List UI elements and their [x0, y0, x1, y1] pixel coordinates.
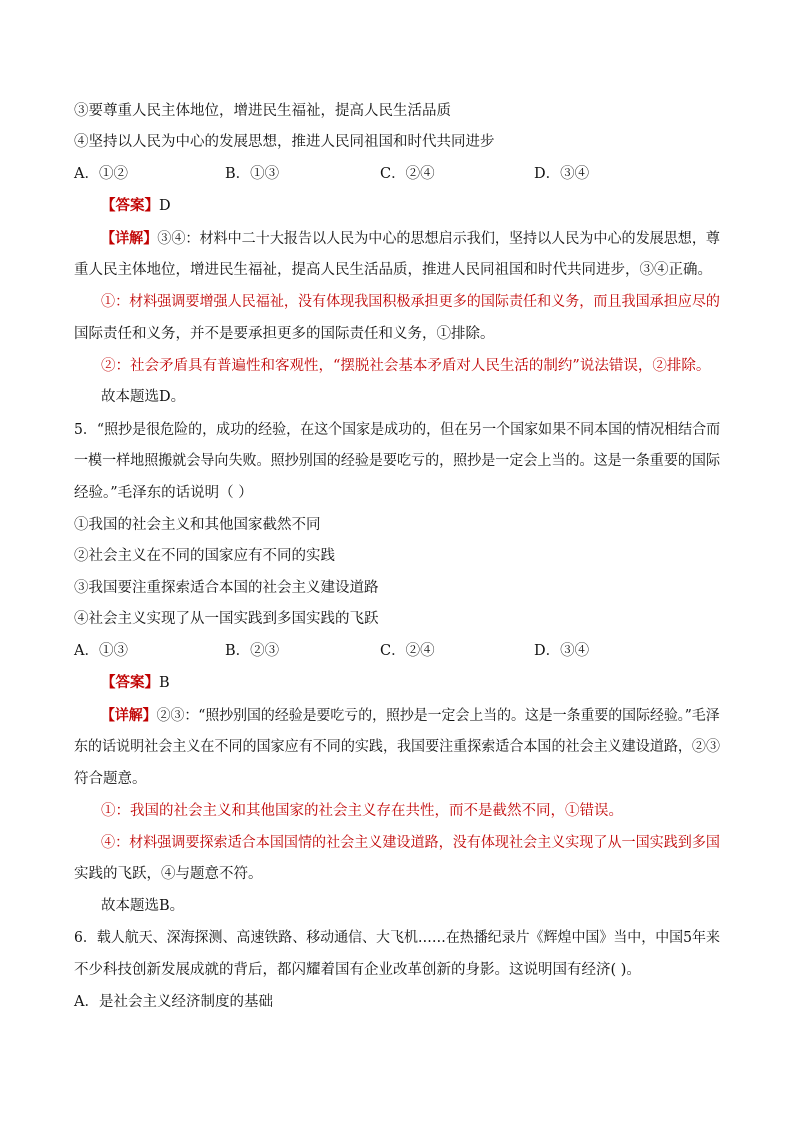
q5-detail-line-1: [101, 706, 720, 726]
detail-tag: 【详解】: [101, 230, 158, 247]
q4-conclusion: 故本题选D。: [101, 389, 186, 405]
q4-detail-line-2: 重人民主体地位，增进民生福祉，提高人民生活品质，推进人民同祖国和时代共同进步，③④正确。: [74, 262, 712, 278]
q6-stem-line-2: 不少科技创新发展成就的背后，都闪耀着国有企业改革创新的身影。这说明国有经济( )。: [74, 962, 641, 978]
q5-stem-line-2: 一模一样地照搬就会导向失败。照抄别国的经验是要吃亏的，照抄是一定会上当的。这是一条重要的国际: [74, 453, 720, 469]
q5-stem-line-1: 5．“照抄是很危险的，成功的经验，在这个国家是成功的，但在另一个国家如果不同本国的情况相结合而: [74, 422, 721, 438]
answer-tag: 【答案】: [101, 197, 159, 214]
q5-detail-line-3: 符合题意。: [74, 771, 147, 787]
q5-statement-4: ④社会主义实现了从一国实践到多国实践的飞跃: [74, 611, 379, 627]
detail-tag: 【详解】: [101, 707, 157, 724]
q4-answer: [101, 196, 171, 216]
q5-option-a: A．①③: [74, 643, 128, 659]
q5-option-d: D．③④: [534, 643, 590, 659]
q4-red-note-1-line-1: ①：材料强调要增强人民福祉，没有体现我国积极承担更多的国际责任和义务，而且我国承担应尽的: [101, 294, 720, 310]
q5-conclusion: 故本题选B。: [101, 898, 185, 914]
q4-option-d: D．③④: [534, 166, 590, 182]
q5-statement-2: ②社会主义在不同的国家应有不同的实践: [74, 548, 335, 564]
q5-option-c: C．②④: [380, 643, 435, 659]
q6-stem-line-1: 6．载人航天、深海探测、高速铁路、移动通信、大飞机……在热播纪录片《辉煌中国》当中，中国5年来: [74, 930, 720, 946]
q4-option-a: A．①②: [74, 166, 128, 182]
q4-statement-3: ③要尊重人民主体地位，增进民生福祉，提高人民生活品质: [74, 103, 451, 119]
q4-option-b: B．①③: [225, 166, 280, 182]
q5-option-b: B．②③: [225, 643, 280, 659]
q4-option-c: C．②④: [380, 166, 435, 182]
q5-answer: [101, 673, 170, 693]
q4-detail-line-1: [101, 229, 720, 249]
detail-text: ②③：“照抄别国的经验是要吃亏的，照抄是一定会上当的。这是一条重要的国际经验。”毛泽: [156, 708, 720, 724]
q4-red-note-2: ②：社会矛盾具有普遍性和客观性，“摆脱社会基本矛盾对人民生活的制约”说法错误，②排除。: [101, 358, 711, 374]
q5-red-note-1: ①：我国的社会主义和其他国家的社会主义存在共性，而不是截然不同，①错误。: [101, 803, 623, 819]
detail-text: ③④：材料中二十大报告以人民为中心的思想启示我们，坚持以人民为中心的发展思想，尊: [157, 231, 720, 247]
q5-red-note-2-line-2: 实践的飞跃，④与题意不符。: [74, 866, 263, 882]
answer-value: B: [159, 675, 170, 691]
q4-red-note-1-line-2: 国际责任和义务，并不是要承担更多的国际责任和义务，①排除。: [74, 326, 495, 342]
q5-statement-1: ①我国的社会主义和其他国家截然不同: [74, 517, 321, 533]
q4-statement-4: ④坚持以人民为中心的发展思想，推进人民同祖国和时代共同进步: [74, 134, 495, 150]
answer-tag: 【答案】: [101, 674, 159, 691]
q5-red-note-2-line-1: ④：材料强调要探索适合本国国情的社会主义建设道路，没有体现社会主义实现了从一国实践到多国: [101, 835, 720, 851]
q5-statement-3: ③我国要注重探索适合本国的社会主义建设道路: [74, 580, 379, 596]
q5-detail-line-2: 东的话说明社会主义在不同的国家应有不同的实践，我国要注重探索适合本国的社会主义建设道路，②③: [74, 739, 720, 755]
answer-value: D: [159, 198, 171, 214]
q5-stem-line-3: 经验。”毛泽东的话说明（ ）: [74, 485, 253, 501]
q6-option-a: A．是社会主义经济制度的基础: [74, 994, 273, 1010]
